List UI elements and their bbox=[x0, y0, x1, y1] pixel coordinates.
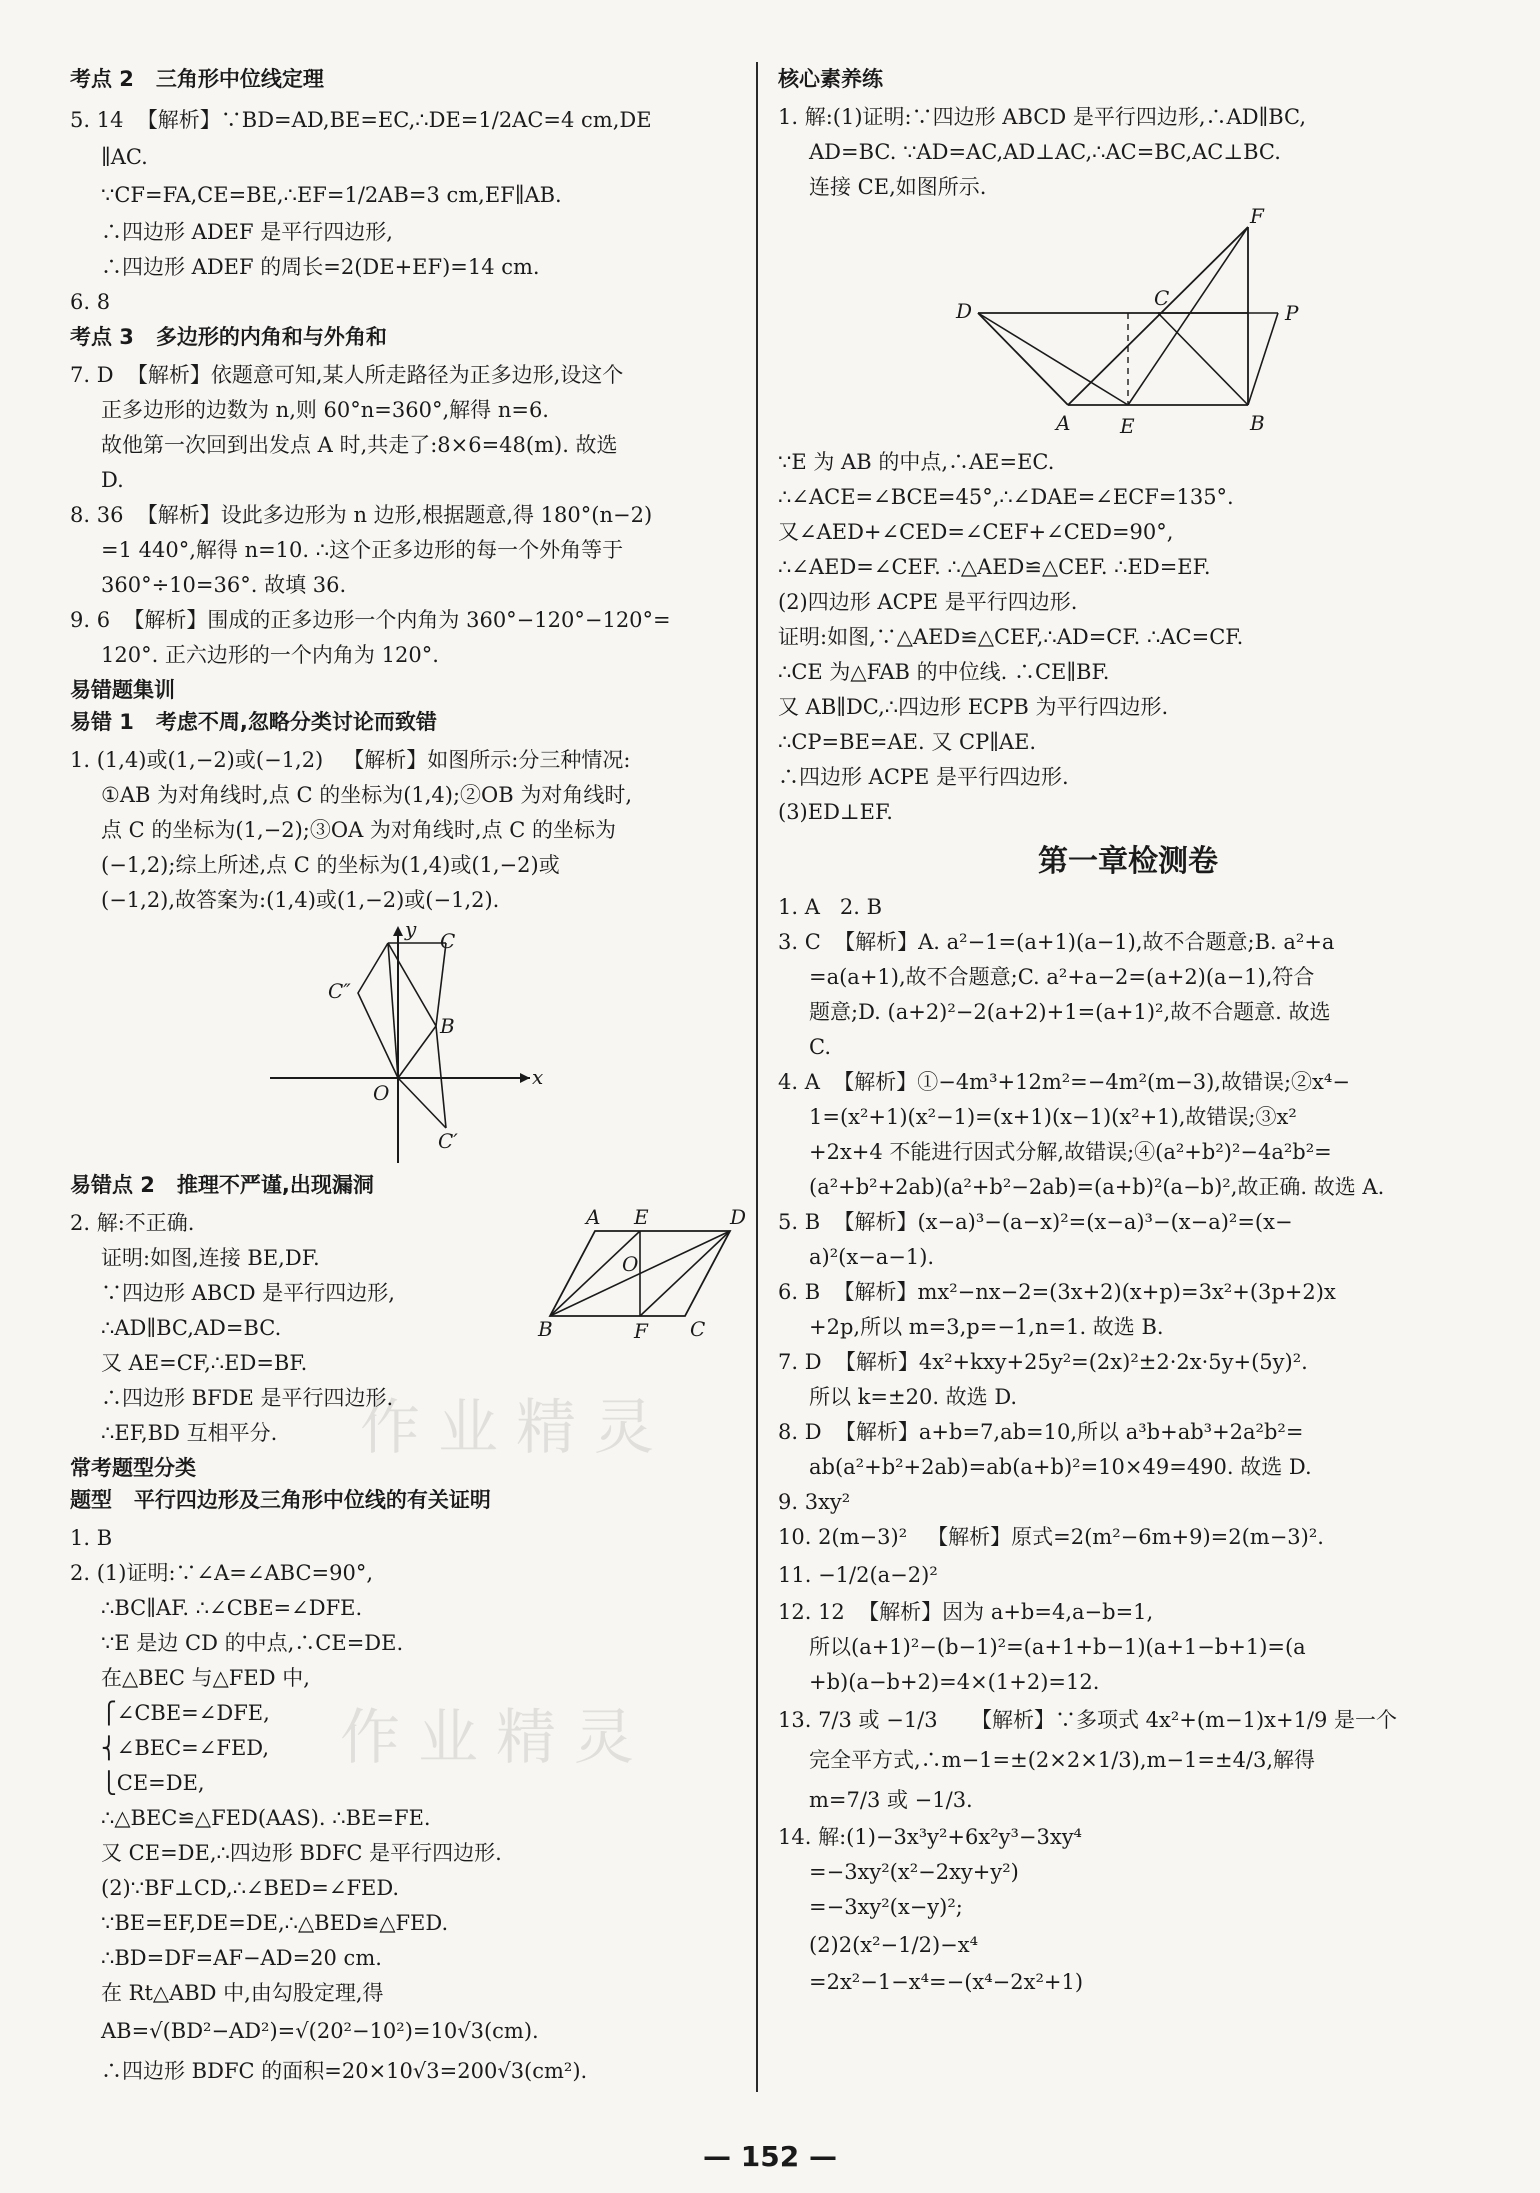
answer-line: (−1,2);综上所述,点 C 的坐标为(1,4)或(1,−2)或 bbox=[101, 853, 560, 877]
answer-line: =2x²−1−x⁴=−(x⁴−2x²+1) bbox=[809, 1970, 1084, 1994]
subsection-heading: 易错点 2 推理不严谨,出现漏洞 bbox=[70, 1173, 374, 1197]
answer-line: ∴∠ACE=∠BCE=45°,∴∠DAE=∠ECF=135°. bbox=[778, 485, 1234, 509]
answer-line: ∴CP=BE=AE. 又 CP∥AE. bbox=[778, 730, 1037, 754]
section-heading: 考点 3 多边形的内角和与外角和 bbox=[70, 325, 387, 349]
point-label-b: B bbox=[1250, 411, 1265, 435]
subsection-heading: 题型 平行四边形及三角形中位线的有关证明 bbox=[70, 1488, 491, 1512]
point-label-f: F bbox=[1250, 205, 1264, 228]
coordinate-figure bbox=[70, 918, 740, 1168]
answer-line: 13. 7/3 或 −1/3 【解析】∵多项式 4x²+(m−1)x+1/9 是一个 bbox=[778, 1708, 1398, 1732]
answer-line: =a(a+1),故不合题意;C. a²+a−2=(a+2)(a−1),符合 bbox=[809, 965, 1315, 989]
answer-line: (3)ED⊥EF. bbox=[778, 800, 893, 824]
answer-line: 4. A 【解析】①−4m³+12m²=−4m²(m−3),故错误;②x⁴− bbox=[778, 1070, 1350, 1094]
answer-line: 又 AE=CF,∴ED=BF. bbox=[101, 1351, 308, 1375]
answer-line: 10. 2(m−3)² 【解析】原式=2(m²−6m+9)=2(m−3)². bbox=[778, 1525, 1324, 1549]
left-column bbox=[70, 62, 747, 2091]
section-heading: 考点 2 三角形中位线定理 bbox=[70, 67, 324, 91]
answer-line: (2)∵BF⊥CD,∴∠BED=∠FED. bbox=[101, 1876, 400, 1900]
answer-line: ∴BD=DF=AF−AD=20 cm. bbox=[101, 1946, 382, 1970]
answer-line: ∴BC∥AF. ∴∠CBE=∠DFE. bbox=[101, 1596, 363, 1620]
answer-line: 12. 12 【解析】因为 a+b=4,a−b=1, bbox=[778, 1600, 1154, 1624]
answer-line: =−3xy²(x−y)²; bbox=[809, 1895, 963, 1919]
answer-line: 5. 14 【解析】∵BD=AD,BE=EC,∴DE=1/2AC=4 cm,DE bbox=[70, 108, 652, 132]
answer-line: ⎨∠BEC=∠FED, bbox=[101, 1736, 270, 1760]
answer-line: ∵CF=FA,CE=BE,∴EF=1/2AB=3 cm,EF∥AB. bbox=[101, 183, 562, 207]
answer-line: ∵E 是边 CD 的中点,∴CE=DE. bbox=[101, 1631, 404, 1655]
answer-line: ⎩CE=DE, bbox=[101, 1771, 205, 1795]
point-label-e: E bbox=[1120, 414, 1135, 438]
answer-line: 1. 解:(1)证明:∵四边形 ABCD 是平行四边形,∴AD∥BC, bbox=[778, 105, 1307, 129]
point-label-a: A bbox=[1056, 411, 1071, 435]
answer-line: 6. 8 bbox=[70, 290, 111, 314]
point-label-c: C bbox=[1154, 286, 1170, 310]
answer-line: 1=(x²+1)(x²−1)=(x+1)(x−1)(x²+1),故错误;③x² bbox=[809, 1105, 1297, 1129]
answer-line: 2. (1)证明:∵∠A=∠ABC=90°, bbox=[70, 1561, 374, 1585]
answer-line: AB=√(BD²−AD²)=√(20²−10²)=10√3(cm). bbox=[101, 2019, 539, 2043]
answer-line: 又 CE=DE,∴四边形 BDFC 是平行四边形. bbox=[101, 1841, 502, 1865]
point-label-o: O bbox=[622, 1252, 639, 1276]
answer-line: ∴△BEC≌△FED(AAS). ∴BE=FE. bbox=[101, 1806, 431, 1830]
answer-line: 连接 CE,如图所示. bbox=[809, 175, 987, 199]
answer-line: ∴CE 为△FAB 的中位线. ∴CE∥BF. bbox=[778, 660, 1110, 684]
answer-line: 9. 3xy² bbox=[778, 1490, 851, 1514]
answer-line: 11. −1/2(a−2)² bbox=[778, 1563, 938, 1587]
answer-line: =−3xy²(x²−2xy+y²) bbox=[809, 1860, 1019, 1884]
answer-line: 2. 解:不正确. bbox=[70, 1211, 195, 1235]
answer-line: ∥AC. bbox=[101, 145, 148, 169]
answer-line: ∴四边形 BDFC 的面积=20×10√3=200√3(cm²). bbox=[101, 2059, 588, 2083]
answer-line: ∵四边形 ABCD 是平行四边形, bbox=[101, 1281, 395, 1305]
watermark-mid: 作业精灵 bbox=[340, 1703, 652, 1773]
answer-line: ∴AD∥BC,AD=BC. bbox=[101, 1316, 282, 1340]
answer-line: 证明:如图,∵△AED≌△CEF,∴AD=CF. ∴AC=CF. bbox=[778, 625, 1244, 649]
answer-line: ab(a²+b²+2ab)=ab(a+b)²=10×49=490. 故选 D. bbox=[809, 1455, 1312, 1479]
parallelogram-figure bbox=[530, 1206, 750, 1356]
answer-line: D. bbox=[101, 468, 124, 492]
column-divider bbox=[756, 62, 758, 2092]
point-label-o: O bbox=[373, 1081, 390, 1105]
page-number: — 152 — bbox=[703, 2140, 837, 2173]
answer-line: ∵BE=EF,DE=DE,∴△BED≌△FED. bbox=[101, 1911, 449, 1935]
point-label-b: B bbox=[538, 1317, 553, 1341]
section-heading: 常考题型分类 bbox=[70, 1456, 196, 1480]
answer-line: (2)四边形 ACPE 是平行四边形. bbox=[778, 590, 1078, 614]
answer-line: 在 Rt△ABD 中,由勾股定理,得 bbox=[101, 1981, 384, 2005]
axis-label-x: x bbox=[532, 1065, 544, 1089]
answer-line: +b)(a−b+2)=4×(1+2)=12. bbox=[809, 1670, 1100, 1694]
answer-line: C. bbox=[809, 1035, 831, 1059]
answer-line: ∴四边形 ADEF 的周长=2(DE+EF)=14 cm. bbox=[101, 255, 540, 279]
answer-line: 点 C 的坐标为(1,−2);③OA 为对角线时,点 C 的坐标为 bbox=[101, 818, 617, 842]
watermark-left: 作业精灵 bbox=[360, 1393, 672, 1463]
answer-line: AD=BC. ∵AD=AC,AD⊥AC,∴AC=BC,AC⊥BC. bbox=[809, 140, 1281, 164]
answer-line: (−1,2),故答案为:(1,4)或(1,−2)或(−1,2). bbox=[101, 888, 500, 912]
answer-line: (a²+b²+2ab)(a²+b²−2ab)=(a+b)²(a−b)²,故正确. 故选 A. bbox=[809, 1175, 1385, 1199]
answer-line: 3. C 【解析】A. a²−1=(a+1)(a−1),故不合题意;B. a²+a bbox=[778, 930, 1335, 954]
section-heading: 核心素养练 bbox=[778, 67, 883, 91]
answer-line: 8. 36 【解析】设此多边形为 n 边形,根据题意,得 180°(n−2) bbox=[70, 503, 653, 527]
point-label-c-double-prime: C″ bbox=[328, 979, 351, 1003]
subsection-heading: 易错 1 考虑不周,忽略分类讨论而致错 bbox=[70, 710, 437, 734]
answer-line: ①AB 为对角线时,点 C 的坐标为(1,4);②OB 为对角线时, bbox=[101, 783, 633, 807]
answer-line: 1. A 2. B bbox=[778, 895, 883, 919]
point-label-a: A bbox=[586, 1206, 601, 1229]
answer-line: 1. B bbox=[70, 1526, 113, 1550]
section-heading: 易错题集训 bbox=[70, 678, 175, 702]
answer-line: +2x+4 不能进行因式分解,故错误;④(a²+b²)²−4a²b²= bbox=[809, 1140, 1332, 1164]
answer-line: 120°. 正六边形的一个内角为 120°. bbox=[101, 643, 439, 667]
answer-line: m=7/3 或 −1/3. bbox=[809, 1788, 973, 1812]
answer-line: =1 440°,解得 n=10. ∴这个正多边形的每一个外角等于 bbox=[101, 538, 624, 562]
answer-line: 完全平方式,∴m−1=±(2×2×1/3),m−1=±4/3,解得 bbox=[809, 1748, 1316, 1772]
answer-line: 又 AB∥DC,∴四边形 ECPB 为平行四边形. bbox=[778, 695, 1169, 719]
point-label-p: P bbox=[1285, 301, 1299, 325]
answer-line: 题意;D. (a+2)²−2(a+2)+1=(a+1)²,故不合题意. 故选 bbox=[809, 1000, 1331, 1024]
answer-line: ∴四边形 ACPE 是平行四边形. bbox=[778, 765, 1069, 789]
answer-line: 所以(a+1)²−(b−1)²=(a+1+b−1)(a+1−b+1)=(a bbox=[809, 1635, 1306, 1659]
answer-line: ∴EF,BD 互相平分. bbox=[101, 1421, 278, 1445]
answer-line: ∴四边形 ADEF 是平行四边形, bbox=[101, 220, 393, 244]
answer-line: 6. B 【解析】mx²−nx−2=(3x+2)(x+p)=3x²+(3p+2)x bbox=[778, 1280, 1336, 1304]
point-label-d: D bbox=[730, 1206, 747, 1229]
answer-line: ∴四边形 BFDE 是平行四边形. bbox=[101, 1386, 394, 1410]
point-label-e: E bbox=[634, 1206, 649, 1229]
answer-line: 7. D 【解析】依题意可知,某人所走路径为正多边形,设这个 bbox=[70, 363, 624, 387]
point-label-f: F bbox=[634, 1319, 648, 1343]
answer-line: 8. D 【解析】a+b=7,ab=10,所以 a³b+ab³+2a²b²= bbox=[778, 1420, 1304, 1444]
point-label-b: B bbox=[440, 1014, 455, 1038]
point-label-c-prime: C′ bbox=[438, 1129, 458, 1153]
answer-line: 故他第一次回到出发点 A 时,共走了:8×6=48(m). 故选 bbox=[101, 433, 618, 457]
answer-line: 在△BEC 与△FED 中, bbox=[101, 1666, 310, 1690]
answer-line: 7. D 【解析】4x²+kxy+25y²=(2x)²±2·2x·5y+(5y)². bbox=[778, 1350, 1308, 1374]
answer-line: 14. 解:(1)−3x³y²+6x²y³−3xy⁴ bbox=[778, 1825, 1082, 1849]
answer-line: 又∠AED+∠CED=∠CEF+∠CED=90°, bbox=[778, 520, 1174, 544]
answer-line: ⎧∠CBE=∠DFE, bbox=[101, 1701, 270, 1725]
answer-line: 360°÷10=36°. 故填 36. bbox=[101, 573, 347, 597]
point-label-c: C bbox=[440, 929, 456, 953]
answer-line: 1. (1,4)或(1,−2)或(−1,2) 【解析】如图所示:分三种情况: bbox=[70, 748, 631, 772]
answer-line: (2)2(x²−1/2)−x⁴ bbox=[809, 1933, 979, 1957]
point-label-d: D bbox=[956, 299, 973, 323]
quadrilateral-figure bbox=[778, 205, 1478, 445]
answer-line: 9. 6 【解析】围成的正多边形一个内角为 360°−120°−120°= bbox=[70, 608, 671, 632]
chapter-title: 第一章检测卷 bbox=[1038, 844, 1218, 879]
right-column bbox=[778, 62, 1478, 2000]
answer-line: 所以 k=±20. 故选 D. bbox=[809, 1385, 1018, 1409]
answer-line: ∴∠AED=∠CEF. ∴△AED≌△CEF. ∴ED=EF. bbox=[778, 555, 1211, 579]
answer-line: +2p,所以 m=3,p=−1,n=1. 故选 B. bbox=[809, 1315, 1164, 1339]
answer-line: 正多边形的边数为 n,则 60°n=360°,解得 n=6. bbox=[101, 398, 549, 422]
answer-line: 5. B 【解析】(x−a)³−(a−x)²=(x−a)³−(x−a)²=(x− bbox=[778, 1210, 1293, 1234]
answer-line: a)²(x−a−1). bbox=[809, 1245, 935, 1269]
point-label-c: C bbox=[690, 1317, 706, 1341]
axis-label-y: y bbox=[405, 918, 417, 941]
answer-line: ∵E 为 AB 的中点,∴AE=EC. bbox=[778, 450, 1055, 474]
answer-line: 证明:如图,连接 BE,DF. bbox=[101, 1246, 320, 1270]
